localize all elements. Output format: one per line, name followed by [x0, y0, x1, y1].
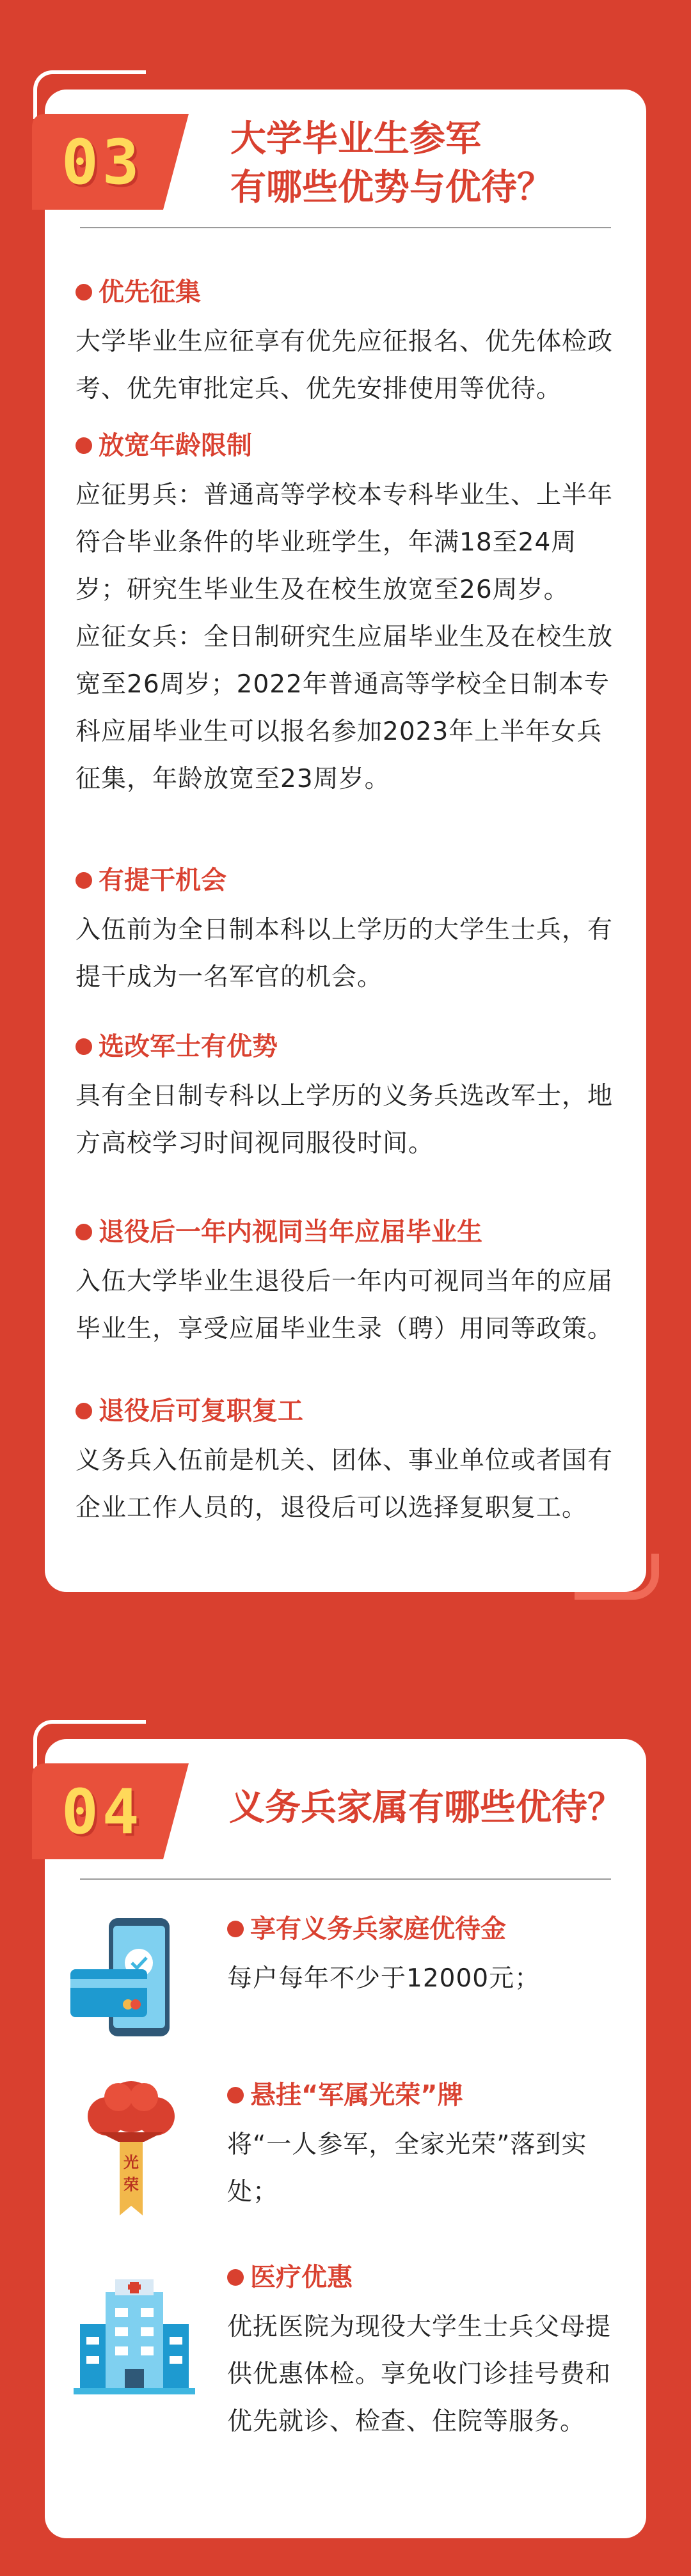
section-04-card	[45, 1739, 646, 2538]
svg-text:光: 光	[123, 2153, 139, 2171]
benefit-item	[75, 1029, 621, 1167]
divider	[80, 227, 611, 228]
benefit-heading: 退役后可复职复工	[99, 1396, 303, 1426]
corner-decoration	[575, 1554, 659, 1600]
benefit-text: 义务兵入伍前是机关、团体、事业单位或者国有企业工作人员的，退役后可以选择复职复工。	[75, 1446, 614, 1522]
benefit-text: 入伍前为全日制本科以上学历的大学生士兵，有提干成为一名军官的机会。	[75, 916, 614, 992]
benefit-text: 具有全日制专科以上学历的义务兵选改军士，地方高校学习时间视同服役时间。	[75, 1082, 614, 1158]
bullet-icon	[75, 1403, 92, 1419]
section-number-badge	[32, 1763, 189, 1859]
bullet-icon	[75, 284, 92, 301]
section-03-card	[45, 90, 646, 1592]
benefit-text: 入伍大学毕业生退役后一年内可视同当年的应届毕业生，享受应届毕业生录（聘）用同等政策。	[75, 1267, 614, 1343]
benefit-heading: 享有义务兵家庭优待金	[250, 1914, 506, 1944]
benefit-heading: 选改军士有优势	[99, 1032, 278, 1061]
benefit-heading: 退役后一年内视同当年应届毕业生	[99, 1217, 482, 1247]
benefit-heading: 有提干机会	[99, 866, 226, 895]
section-number-badge	[32, 114, 189, 210]
svg-text:荣: 荣	[123, 2176, 139, 2194]
honor-plaque-icon	[61, 2072, 202, 2238]
hospital-icon	[61, 2273, 202, 2420]
benefit-item	[75, 863, 621, 1001]
phone-payment-icon	[61, 1912, 202, 2052]
bullet-icon	[75, 1038, 92, 1055]
benefit-heading: 放宽年龄限制	[99, 431, 252, 460]
benefit-heading: 优先征集	[99, 277, 201, 307]
benefit-text: 大学毕业生应征享有优先应征报名、优先体检政考、优先审批定兵、优先安排使用等优待。	[75, 327, 614, 403]
benefit-item	[75, 1215, 621, 1353]
benefit-text: 应征女兵：全日制研究生应届毕业生及在校生放宽至26周岁；2022年普通高等学校全日制本专科应届毕业生可以报名参加2023年上半年女兵征集，年龄放宽至23周岁。	[75, 623, 614, 793]
benefit-item	[75, 1394, 621, 1532]
bullet-icon	[75, 437, 92, 454]
benefit-heading: 悬挂“军属光荣”牌	[250, 2080, 463, 2110]
bullet-icon	[227, 1921, 244, 1937]
section-number: 03	[61, 127, 143, 198]
benefit-text: 优抚医院为现役大学生士兵父母提供优惠体检。享免收门诊挂号费和优先就诊、检查、住院等服务。	[227, 2313, 612, 2436]
benefit-item	[75, 428, 621, 803]
bullet-icon	[227, 2087, 244, 2104]
bullet-icon	[75, 872, 92, 889]
section-title: 义务兵家属有哪些优待？	[229, 1787, 623, 1829]
bullet-icon	[75, 1224, 92, 1240]
section-title: 大学毕业生参军 有哪些优势与优待？	[230, 118, 553, 208]
benefit-text: 应征男兵：普通高等学校本专科毕业生、上半年符合毕业条件的毕业班学生，年满18至24周岁；研究生毕业生及在校生放宽至26周岁。	[75, 481, 614, 604]
benefit-heading: 医疗优惠	[250, 2263, 353, 2292]
divider	[80, 1878, 611, 1880]
bullet-icon	[227, 2269, 244, 2286]
benefit-text: 每户每年不少于12000元；	[227, 1964, 541, 1993]
benefit-text: 将“一人参军，全家光荣”落到实处；	[227, 2130, 587, 2206]
benefit-item	[75, 275, 621, 413]
section-number: 04	[61, 1776, 143, 1848]
